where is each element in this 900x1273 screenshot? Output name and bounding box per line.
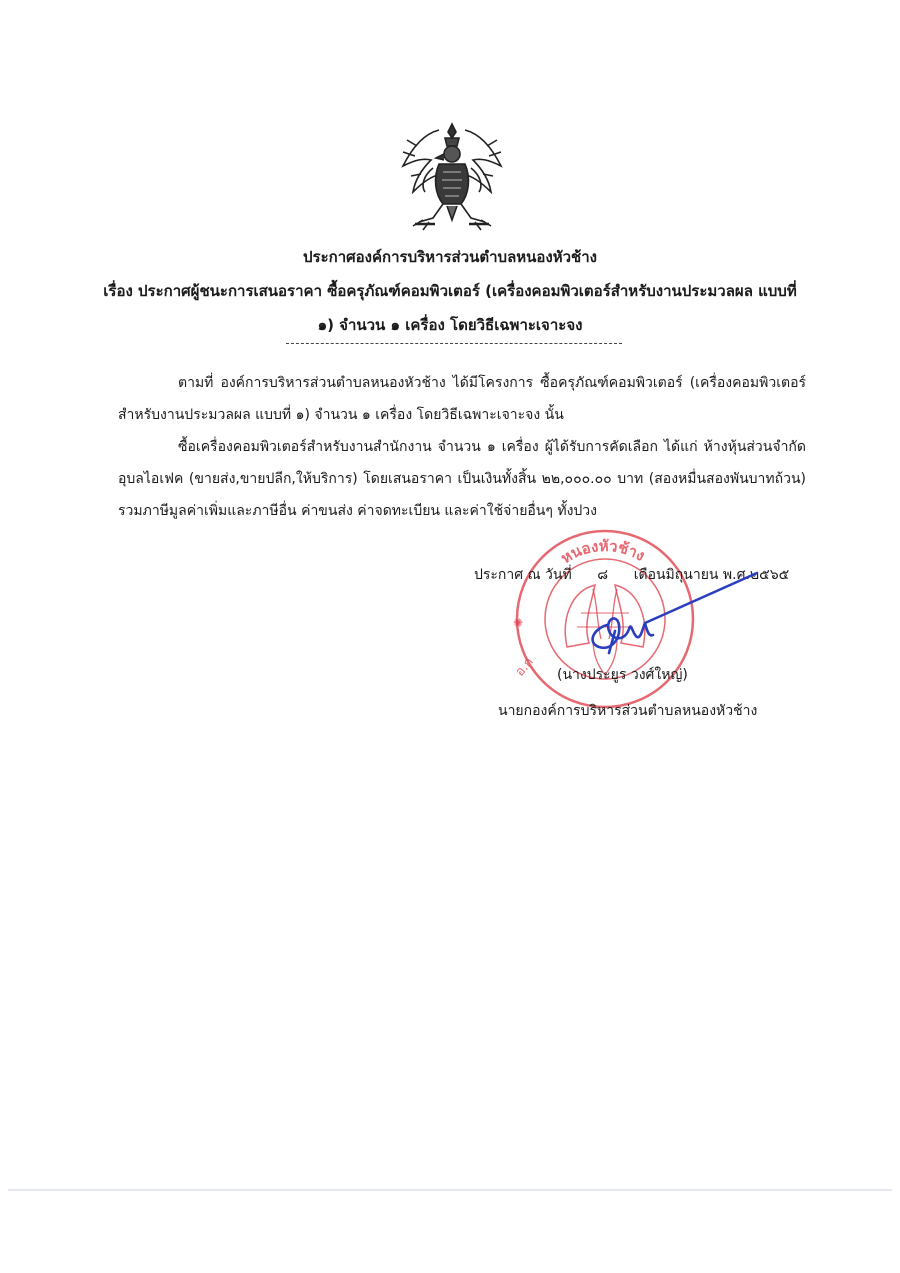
seal-side-text: อ.ก [512, 654, 537, 680]
announcement-subject: เรื่อง ประกาศผู้ชนะการเสนอราคา ซื้อครุภัณฑ์คอมพิวเตอร์ (เครื่องคอมพิวเตอร์สำหรับงานประมวลผล แบบที่ [103, 282, 797, 300]
garuda-emblem-icon [393, 120, 511, 232]
handwritten-signature-icon [585, 565, 765, 660]
header-divider [286, 343, 622, 344]
announcement-subject-continued: ๑) จำนวน ๑ เครื่อง โดยวิธีเฉพาะเจาะจง [317, 316, 583, 334]
body-paragraph-1: ตามที่ องค์การบริหารส่วนตำบลหนองหัวช้าง ได้มีโครงการ ซื้อครุภัณฑ์คอมพิวเตอร์ (เครื่องคอมพิวเตอร์สำหรับงานประมวลผล แบบที่ ๑) จำนวน ๑ เครื่อง โดยวิธีเฉพาะเจาะจง นั้น [118, 375, 806, 423]
seal-top-text: หนองหัวช้าง [557, 536, 649, 568]
date-month-year: เดือนมิถุนายน พ.ศ.๒๕๖๕ [633, 567, 790, 583]
svg-text:หนองหัวช้าง [558, 537, 648, 567]
body-paragraph-2: ซื้อเครื่องคอมพิวเตอร์สำหรับงานสำนักงาน จำนวน ๑ เครื่อง ผู้ได้รับการคัดเลือก ได้แก่ ห้างหุ้นส่วนจำกัด อุบลไอเฟค (ขายส่ง,ขายปลีก,ให้บริการ) โดยเสนอราคา เป็นเงินทั้งสิ้น ๒๒,๐๐๐.๐๐ บาท (สองหมื่นสองพันบาทถ้วน) รวมภาษีมูลค่าเพิ่มและภาษีอื่น ค่าขนส่ง ค่าจดทะเบียน และค่าใช้จ่ายอื่นๆ ทั้งปวง [118, 439, 806, 519]
date-day: ๘ [597, 567, 609, 583]
signatory-name: (นางประยูร วงศ์ใหญ่) [557, 667, 688, 683]
date-prefix: ประกาศ ณ วันที่ [474, 567, 572, 583]
announcement-title: ประกาศองค์การบริหารส่วนตำบลหนองหัวช้าง [303, 248, 597, 266]
signatory-position: นายกองค์การบริหารส่วนตำบลหนองหัวช้าง [498, 703, 758, 719]
scan-bottom-edge [8, 1189, 892, 1191]
seal-star-icon: ✺ [513, 616, 524, 630]
